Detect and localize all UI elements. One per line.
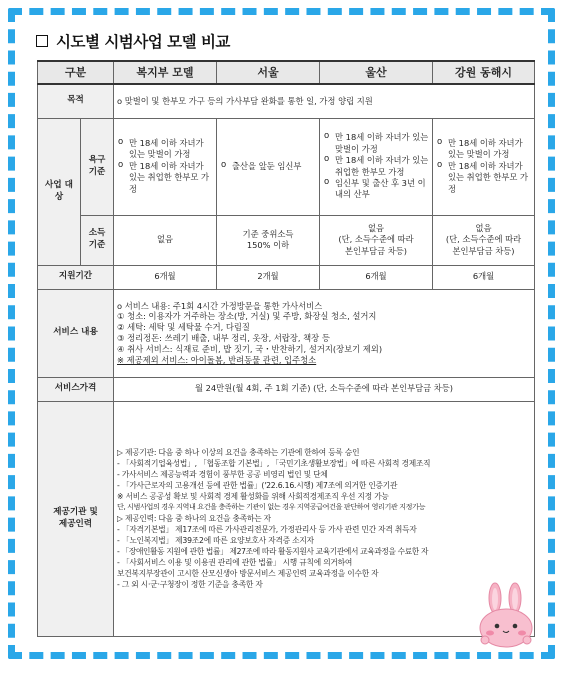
header-ulsan: 울산 <box>320 61 433 84</box>
provider-line: - 「사회적기업육성법」, 「협동조합 기본법」, 「국민기초생활보장법」에 따른 사회적 경제조직 <box>117 459 431 468</box>
provider-line: - 「노인복지법」 제39조2에 따른 요양보호사 자격증 소지자 <box>117 535 314 545</box>
need-label: 욕구 기준 <box>81 118 114 215</box>
service-line: ④ 취사 서비스: 식재료 준비, 밥 짓기, 국・반찬하기, 설거지(장보기 제외) <box>117 343 383 354</box>
income-label: 소득 기준 <box>81 215 114 265</box>
header-category: 구분 <box>38 61 114 84</box>
period-row <box>38 265 535 289</box>
need-row <box>38 118 535 215</box>
eligibility-label: 사업 대상 <box>38 118 81 265</box>
provider-content <box>114 401 535 636</box>
price-row <box>38 377 535 401</box>
income-seoul: 기준 중위소득 150% 이하 <box>217 215 320 265</box>
service-label: 서비스 내용 <box>38 289 114 377</box>
service-line: o 서비스 내용: 주1회 4시간 가정방문을 통한 가사서비스 <box>117 300 323 311</box>
list-item: o 만 18세 이하 자녀가 있는 취업한 한부모 가정 <box>323 155 429 178</box>
period-label: 지원기간 <box>38 265 114 289</box>
need-donghae <box>433 118 535 215</box>
purpose-label: 목적 <box>38 84 114 118</box>
service-line: ※ 제공제외 서비스: 아이돌봄, 반려동물 관련, 입주청소 <box>117 354 317 365</box>
header-seoul: 서울 <box>217 61 320 84</box>
comparison-table <box>37 60 535 637</box>
provider-line: ▷ 제공기관: 다음 중 하나 이상의 요건을 충족하는 기관에 한하여 등록 승인 <box>117 447 360 457</box>
provider-line: - 「장애인활동 지원에 관한 법률」 제27조에 따라 활동지원사 교육기관에서 교육과정을 수료한 자 <box>117 546 429 556</box>
list-item: o 만 18세 이하 자녀가 있는 맞벌이 가정 <box>323 132 429 155</box>
provider-row <box>38 401 535 636</box>
period-seoul: 2개월 <box>217 265 320 289</box>
provider-line: ▷ 제공인력: 다음 중 하나의 요건을 충족하는 자 <box>117 513 271 523</box>
list-item: o 만 18세 이하 자녀가 있는 취업한 한부모 가정 <box>117 161 213 195</box>
income-donghae: 없음 (단, 소득수준에 따라 본인부담금 차등) <box>433 215 535 265</box>
service-content <box>114 289 535 377</box>
service-row <box>38 289 535 377</box>
provider-line: ※ 서비스 공공성 확보 및 사회적 경제 활성화를 위해 사회적경제조직 우선 지정 가능 <box>117 492 389 502</box>
header-row <box>38 61 535 84</box>
period-ulsan: 6개월 <box>320 265 433 289</box>
provider-line: - 「가사근로자의 고용개선 등에 관한 법률」('22.6.16.시행) 제7조에 의거한 인증기관 <box>117 481 398 491</box>
provider-label: 제공기관 및 제공인력 <box>38 401 114 636</box>
income-row <box>38 215 535 265</box>
income-welfare: 없음 <box>114 215 217 265</box>
list-item: o 출산을 앞둔 임신부 <box>220 161 316 172</box>
need-seoul <box>217 118 320 215</box>
period-donghae: 6개월 <box>433 265 535 289</box>
provider-line: 보건복지부장관이 고시한 산모신생아 방문서비스 제공인력 교육과정을 이수한 자 <box>117 568 379 578</box>
price-label: 서비스가격 <box>38 377 114 401</box>
list-item: o 만 18세 이하 자녀가 있는 맞벌이 가정 <box>117 138 213 161</box>
provider-line: 단, 시범사업의 경우 지역내 요건을 충족하는 기관이 없는 경우 지역공급여건을 판단하여 영리기관 지정가능 <box>117 502 426 512</box>
bunny-icon <box>475 582 537 648</box>
income-ulsan: 없음 (단, 소득수준에 따라 본인부담금 차등) <box>320 215 433 265</box>
provider-line: - 가사서비스 제공능력과 경험이 풍부한 공공 비영리 법인 및 단체 <box>117 470 328 480</box>
need-ulsan <box>320 118 433 215</box>
provider-line: - 「사회서비스 이용 및 이용권 관리에 관한 법률」 시행 규칙에 의거하여 <box>117 557 353 567</box>
list-item: o 임신부 및 출산 후 3년 이내의 산부 <box>323 178 429 201</box>
page-title: 시도별 시범사업 모델 비교 <box>36 30 230 52</box>
purpose-row <box>38 84 535 118</box>
list-item: o 만 18세 이하 자녀가 있는 맞벌이 가정 <box>436 138 531 161</box>
header-welfare: 복지부 모델 <box>114 61 217 84</box>
provider-line: - 「자격기본법」 제17조에 따른 가사관리전문가, 가정관리사 등 가사 관련 민간 자격 취득자 <box>117 524 417 534</box>
price-text: 월 24만원(월 4회, 주 1회 기준) (단, 소득수준에 따라 본인부담금 차등) <box>114 377 535 401</box>
provider-line: - 그 외 시·군·구청장이 정한 기준을 충족한 자 <box>117 579 263 589</box>
checkbox-icon <box>36 35 48 47</box>
service-line: ① 청소: 이용자가 거주하는 장소(방, 거실) 및 주방, 화장실 청소, 설거지 <box>117 311 377 322</box>
header-donghae: 강원 동해시 <box>433 61 535 84</box>
list-item: o 만 18세 이하 자녀가 있는 취업한 한부모 가정 <box>436 161 531 195</box>
period-welfare: 6개월 <box>114 265 217 289</box>
purpose-text: o 맞벌이 및 한부모 가구 등의 가사부담 완화를 통한 일, 가정 양립 지원 <box>114 84 535 118</box>
need-welfare <box>114 118 217 215</box>
service-line: ③ 정리정돈: 쓰레기 배출, 내부 정리, 옷장, 서랍장, 책장 등 <box>117 333 330 343</box>
service-line: ② 세탁: 세탁 및 세탁물 수거, 다림질 <box>117 322 250 333</box>
